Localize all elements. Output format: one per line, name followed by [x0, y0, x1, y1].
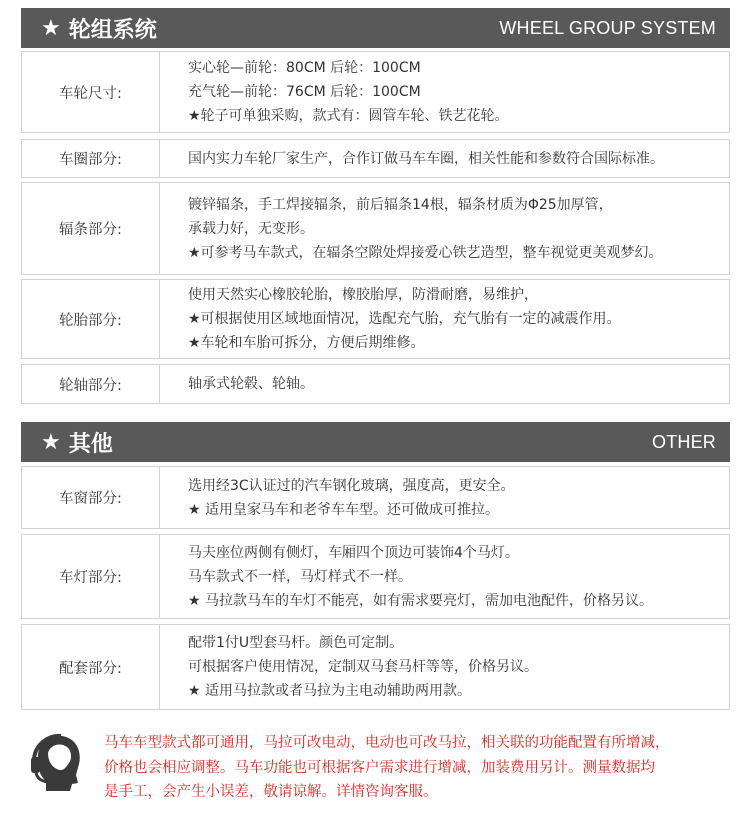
- other-section-subtitle: OTHER: [652, 431, 716, 452]
- spec-row-spokes: [21, 182, 730, 275]
- spec-content: [160, 365, 729, 403]
- spec-line: 轴承式轮毂、轮轴。: [188, 376, 314, 392]
- spec-line: 承载力好，无变形。: [188, 220, 314, 237]
- star-icon: ★: [41, 15, 61, 41]
- spec-line: ★ 适用马拉款或者马拉为主电动辅助两用款。: [188, 683, 471, 699]
- wheel-section-subtitle: WHEEL GROUP SYSTEM: [499, 17, 716, 38]
- spec-row-axle: [21, 364, 730, 404]
- footer-note-line: 马车车型款式都可通用，马拉可改电动，电动也可改马拉，相关联的功能配置有所增减，: [104, 735, 670, 751]
- spec-content: [160, 467, 729, 528]
- spec-line: ★轮子可单独采购，款式有：圆管车轮、铁艺花轮。: [188, 108, 509, 124]
- spec-line: ★ 马拉款马车的车灯不能亮，如有需求要亮灯，需加电池配件，价格另议。: [188, 592, 653, 609]
- other-section-title-text: 其他: [68, 431, 113, 457]
- spec-label: 辐条部分:: [22, 183, 160, 274]
- spec-row-wheel-size: [21, 51, 730, 133]
- spec-content: [160, 140, 729, 177]
- spec-row-tires: [21, 279, 730, 359]
- spec-line: 选用经3C认证过的汽车钢化玻璃，强度高，更安全。: [188, 477, 515, 494]
- spec-label: 轮轴部分:: [22, 365, 160, 403]
- spec-label: 轮胎部分:: [22, 280, 160, 358]
- spec-line: 国内实力车轮厂家生产，合作订做马车车圈，相关性能和参数符合国际标准。: [188, 150, 664, 167]
- other-section-header: [21, 422, 730, 462]
- spec-label: 车轮尺寸:: [22, 52, 160, 132]
- spec-content: [160, 280, 729, 358]
- spec-content: [160, 183, 729, 274]
- wheel-section-title-text: 轮组系统: [68, 17, 157, 43]
- spec-line: ★车轮和车胎可拆分，方便后期维修。: [188, 335, 425, 351]
- spec-line: 可根据客户使用情况，定制双马套马杆等等，价格另议。: [188, 659, 538, 675]
- spec-label: 配套部分:: [22, 625, 160, 709]
- spec-line: 配带1付U型套马杆。颜色可定制。: [188, 635, 404, 651]
- spec-line: 马夫座位两侧有侧灯，车厢四个顶边可装饰4个马灯。: [188, 544, 519, 561]
- spec-line: 实心轮—前轮：80CM 后轮：100CM: [188, 60, 421, 76]
- spec-content: [160, 52, 729, 132]
- footer-note: [104, 731, 724, 805]
- wheel-section-header: [21, 8, 730, 48]
- spec-line: 使用天然实心橡胶轮胎，橡胶胎厚，防滑耐磨，易维护，: [188, 287, 538, 303]
- spec-label: 车灯部分:: [22, 535, 160, 618]
- spec-line: ★ 适用皇家马车和老爷车车型。还可做成可推拉。: [188, 501, 499, 518]
- footer-note-line: 是手工，会产生小误差，敬请谅解。详情咨询客服。: [104, 784, 438, 800]
- spec-line: 充气轮—前轮：76CM 后轮：100CM: [188, 84, 421, 100]
- spec-row-lights: [21, 534, 730, 619]
- other-section-title: [41, 427, 113, 458]
- spec-row-windows: [21, 466, 730, 529]
- spec-content: [160, 625, 729, 709]
- spec-label: 车窗部分:: [22, 467, 160, 528]
- spec-row-accessories: [21, 624, 730, 710]
- spec-line: ★可参考马车款式，在辐条空隙处焊接爱心铁艺造型，整车视觉更美观梦幻。: [188, 244, 663, 261]
- wheel-section-title: [41, 13, 157, 44]
- spec-line: ★可根据使用区域地面情况，选配充气胎，充气胎有一定的减震作用。: [188, 311, 621, 327]
- footer-note-line: 价格也会相应调整。马车功能也可根据客户需求进行增减，加装费用另计。测量数据均: [104, 759, 655, 776]
- spec-content: [160, 535, 729, 618]
- spec-label: 车圈部分:: [22, 140, 160, 177]
- star-icon: ★: [41, 429, 61, 455]
- customer-service-headset-icon: [30, 731, 86, 791]
- spec-row-rim: [21, 139, 730, 178]
- spec-line: 马车款式不一样，马灯样式不一样。: [188, 568, 412, 585]
- spec-line: 镀锌辐条，手工焊接辐条，前后辐条14根，辐条材质为Φ25加厚管，: [188, 196, 613, 213]
